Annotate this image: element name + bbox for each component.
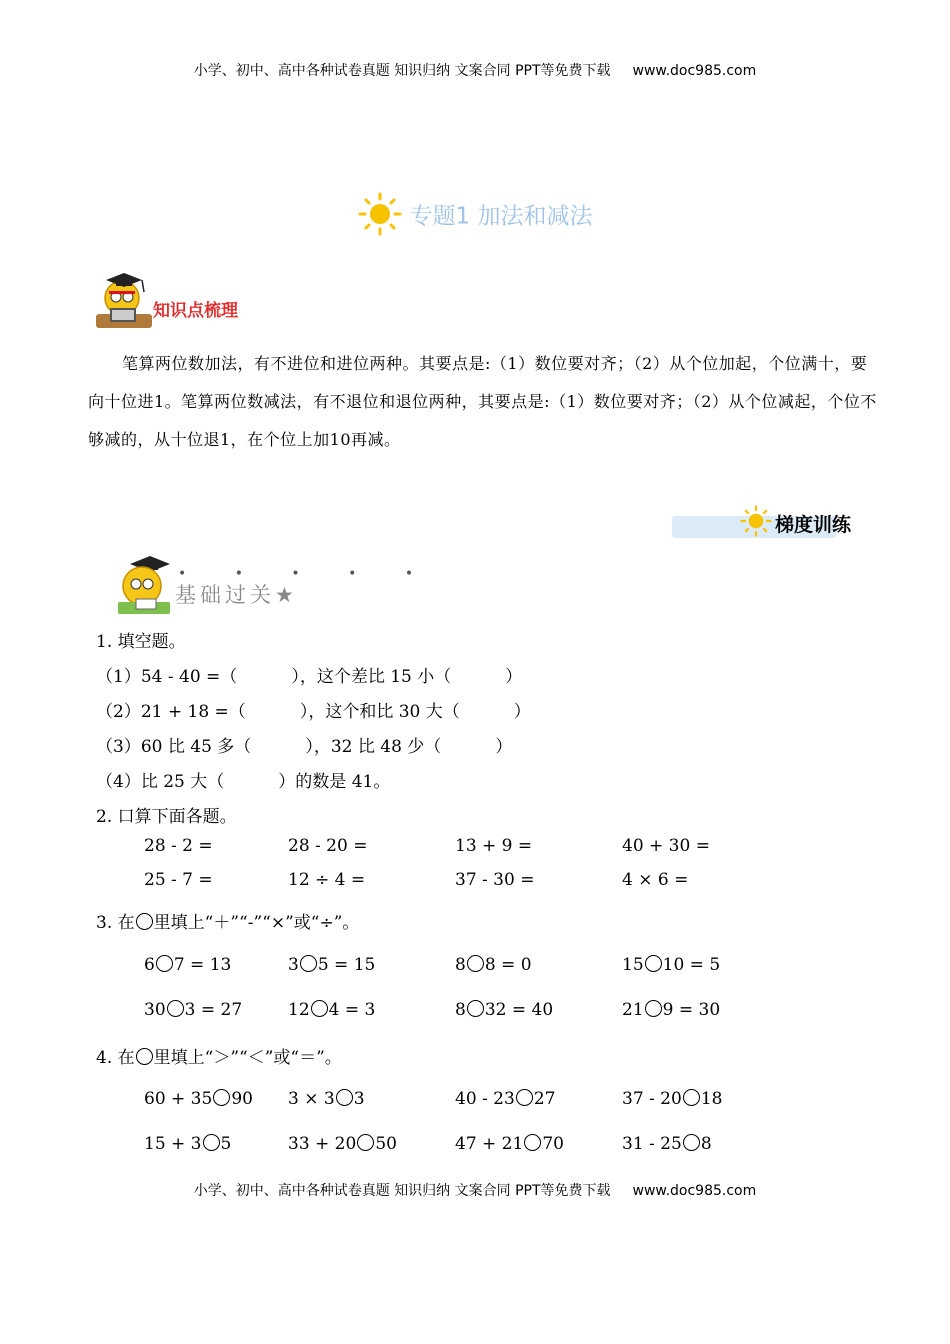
q3-right: 5 = 15 bbox=[317, 955, 376, 975]
q3-right: 9 = 30 bbox=[662, 1000, 721, 1020]
q2-cell: 12 ÷ 4 = bbox=[288, 870, 366, 890]
footer-text: 小学、初中、高中各种试卷真题 知识归纳 文案合同 PPT等免费下载 bbox=[193, 1183, 611, 1199]
q3-cell bbox=[455, 955, 532, 975]
answer-circle[interactable] bbox=[645, 1000, 662, 1017]
q4-cell bbox=[622, 1089, 722, 1109]
q3-left: 15 bbox=[622, 955, 644, 975]
q3-left: 8 bbox=[455, 1000, 466, 1020]
q4-title-post: 里填上“＞”“＜”或“＝”。 bbox=[153, 1048, 342, 1068]
page-header bbox=[0, 60, 950, 80]
q3-cell bbox=[288, 1000, 375, 1020]
q3-right: 8 = 0 bbox=[484, 955, 532, 975]
footer-url[interactable]: www.doc985.com bbox=[632, 1183, 757, 1199]
mascot-book-icon bbox=[112, 552, 176, 624]
q4-left: 31 - 25 bbox=[622, 1134, 682, 1154]
q3-cell bbox=[622, 955, 720, 975]
knowledge-paragraph bbox=[88, 345, 878, 459]
q3-title bbox=[96, 908, 359, 933]
q1-item: （3）60 比 45 多（ ），32 比 48 少（ ） bbox=[96, 737, 513, 757]
answer-circle[interactable] bbox=[467, 955, 484, 972]
basic-label: 基础过关★ bbox=[175, 583, 298, 607]
q2-cell: 25 - 7 = bbox=[144, 870, 213, 890]
q4-left: 33 + 20 bbox=[288, 1134, 357, 1154]
q3-left: 12 bbox=[288, 1000, 310, 1020]
q1-item: （2）21 + 18 =（ ），这个和比 30 大（ ） bbox=[96, 702, 531, 722]
tier-label: 梯度训练 bbox=[775, 514, 852, 536]
q2-cell: 28 - 2 = bbox=[144, 836, 213, 856]
q3-right: 3 = 27 bbox=[184, 1000, 243, 1020]
answer-circle[interactable] bbox=[683, 1134, 700, 1151]
q4-right: 90 bbox=[231, 1089, 253, 1109]
page-footer bbox=[0, 1180, 950, 1200]
q3-cell bbox=[144, 1000, 242, 1020]
q4-cell bbox=[455, 1089, 555, 1109]
q3-left: 3 bbox=[288, 955, 299, 975]
answer-circle[interactable] bbox=[683, 1089, 700, 1106]
q4-right: 70 bbox=[542, 1134, 564, 1154]
q2-title: 2. 口算下面各题。 bbox=[96, 807, 237, 827]
decor-dots: • • • • • bbox=[178, 566, 436, 582]
q3-right: 10 = 5 bbox=[662, 955, 721, 975]
header-text: 小学、初中、高中各种试卷真题 知识归纳 文案合同 PPT等免费下载 bbox=[193, 63, 611, 79]
q4-title bbox=[96, 1043, 342, 1068]
q3-right: 4 = 3 bbox=[328, 1000, 376, 1020]
q3-left: 21 bbox=[622, 1000, 644, 1020]
q3-right: 7 = 13 bbox=[173, 955, 232, 975]
sun-small-icon bbox=[740, 505, 772, 541]
q1-item: （1）54 - 40 =（ ），这个差比 15 小（ ） bbox=[96, 667, 523, 687]
q4-left: 37 - 20 bbox=[622, 1089, 682, 1109]
q4-right: 27 bbox=[533, 1089, 556, 1109]
answer-circle[interactable] bbox=[467, 1000, 484, 1017]
circle-blank-icon bbox=[136, 913, 153, 930]
q4-title-pre: 4. 在 bbox=[96, 1048, 135, 1068]
q3-cell bbox=[455, 1000, 553, 1020]
q3-left: 30 bbox=[144, 1000, 166, 1020]
q4-left: 15 + 3 bbox=[144, 1134, 202, 1154]
q1-title: 1. 填空题。 bbox=[96, 632, 186, 652]
q4-cell bbox=[144, 1089, 253, 1109]
q3-cell bbox=[144, 955, 231, 975]
answer-circle[interactable] bbox=[336, 1089, 353, 1106]
q2-cell: 28 - 20 = bbox=[288, 836, 368, 856]
q4-right: 50 bbox=[375, 1134, 397, 1154]
knowledge-label: 知识点梳理 bbox=[153, 301, 238, 321]
q4-right: 5 bbox=[220, 1134, 232, 1154]
q3-left: 8 bbox=[455, 955, 466, 975]
answer-circle[interactable] bbox=[167, 1000, 184, 1017]
q4-cell bbox=[455, 1134, 564, 1154]
mascot-laptop-icon bbox=[92, 270, 156, 336]
answer-circle[interactable] bbox=[311, 1000, 328, 1017]
answer-circle[interactable] bbox=[645, 955, 662, 972]
knowledge-text: 笔算两位数加法，有不进位和进位两种。其要点是:（1）数位要对齐；（2）从个位加起，个位满十，要向十位进1。笔算两位数减法，有不退位和退位两种，其要点是:（1）数位要对齐；（2）从个位减起，个位不够减的，从十位退1，在个位上加10再减。 bbox=[88, 354, 877, 449]
q4-cell bbox=[288, 1089, 365, 1109]
q4-cell bbox=[622, 1134, 712, 1154]
answer-circle[interactable] bbox=[524, 1134, 541, 1151]
q4-left: 60 + 35 bbox=[144, 1089, 213, 1109]
q2-cell: 40 + 30 = bbox=[622, 836, 710, 856]
answer-circle[interactable] bbox=[203, 1134, 220, 1151]
answer-circle[interactable] bbox=[357, 1134, 374, 1151]
title-text: 专题1 加法和减法 bbox=[409, 203, 593, 230]
q4-left: 3 × 3 bbox=[288, 1089, 335, 1109]
q3-title-pre: 3. 在 bbox=[96, 913, 135, 933]
q1-item: （4）比 25 大（ ）的数是 41。 bbox=[96, 772, 391, 792]
header-url[interactable]: www.doc985.com bbox=[632, 63, 757, 79]
q3-right: 32 = 40 bbox=[484, 1000, 554, 1020]
q4-cell bbox=[288, 1134, 397, 1154]
answer-circle[interactable] bbox=[213, 1089, 230, 1106]
circle-blank-icon bbox=[136, 1048, 153, 1065]
answer-circle[interactable] bbox=[516, 1089, 533, 1106]
sun-icon bbox=[358, 192, 402, 242]
q3-cell bbox=[288, 955, 375, 975]
q2-cell: 4 × 6 = bbox=[622, 870, 689, 890]
q4-left: 47 + 21 bbox=[455, 1134, 524, 1154]
page-title bbox=[0, 192, 950, 242]
q4-left: 40 - 23 bbox=[455, 1089, 515, 1109]
answer-circle[interactable] bbox=[300, 955, 317, 972]
q3-left: 6 bbox=[144, 955, 155, 975]
q3-title-post: 里填上“＋”“-”“×”或“÷”。 bbox=[153, 913, 360, 933]
q4-right: 3 bbox=[353, 1089, 365, 1109]
q4-right: 8 bbox=[700, 1134, 712, 1154]
q4-right: 18 bbox=[700, 1089, 723, 1109]
q2-cell: 37 - 30 = bbox=[455, 870, 535, 890]
q3-cell bbox=[622, 1000, 720, 1020]
answer-circle[interactable] bbox=[156, 955, 173, 972]
q4-cell bbox=[144, 1134, 231, 1154]
q2-cell: 13 + 9 = bbox=[455, 836, 533, 856]
